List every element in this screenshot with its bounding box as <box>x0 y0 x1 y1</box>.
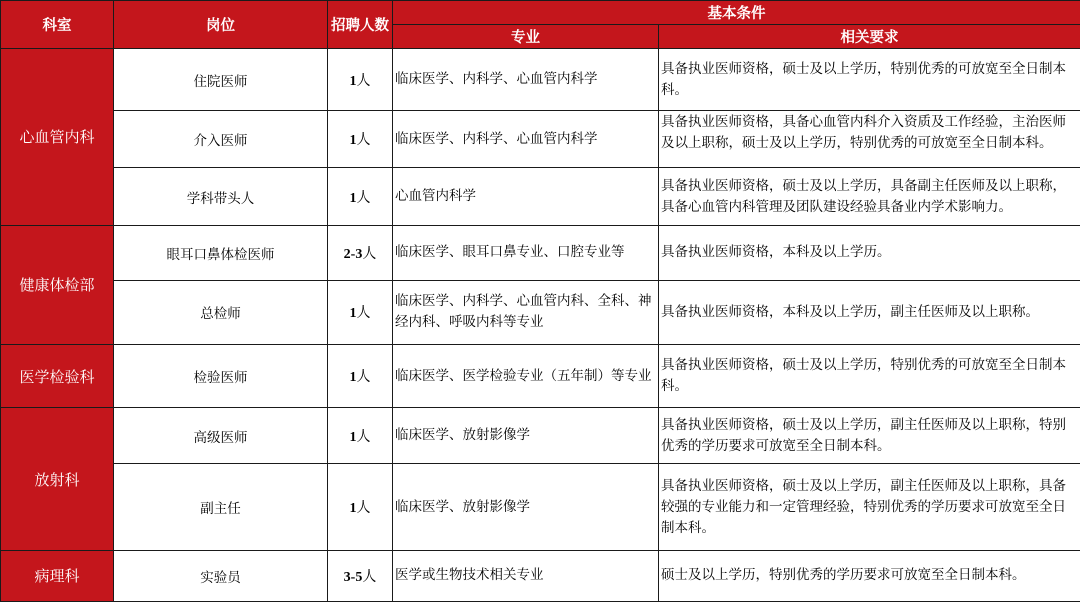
headcount-cell <box>328 168 393 225</box>
major-cell: 医学或生物技术相关专业 <box>393 550 659 601</box>
header-requirements: 相关要求 <box>659 25 1080 49</box>
department-cell: 病理科 <box>1 550 114 601</box>
headcount-value: 3-5 <box>343 569 363 585</box>
department-cell: 医学检验科 <box>1 345 114 408</box>
major-cell: 临床医学、内科学、心血管内科学 <box>393 49 659 111</box>
headcount-cell <box>328 550 393 601</box>
headcount-cell <box>328 408 393 464</box>
major-cell: 临床医学、内科学、心血管内科、全科、神经内科、呼吸内科等专业 <box>393 280 659 344</box>
table-row <box>1 345 1080 408</box>
header-basic-conditions: 基本条件 <box>393 1 1080 25</box>
table-row <box>1 550 1080 601</box>
major-cell: 临床医学、放射影像学 <box>393 464 659 550</box>
requirement-cell: 具备执业医师资格，本科及以上学历，副主任医师及以上职称。 <box>659 280 1080 344</box>
major-cell: 临床医学、眼耳口鼻专业、口腔专业等 <box>393 225 659 280</box>
major-cell: 临床医学、医学检验专业（五年制）等专业 <box>393 345 659 408</box>
position-cell: 介入医师 <box>114 111 328 168</box>
headcount-unit: 人 <box>356 132 371 149</box>
headcount-value: 1 <box>349 133 357 149</box>
table-row <box>1 49 1080 111</box>
table-row <box>1 225 1080 280</box>
headcount-value: 1 <box>349 370 357 386</box>
headcount-cell <box>328 280 393 344</box>
headcount-cell <box>328 111 393 168</box>
header-row-1 <box>1 1 1080 25</box>
header-headcount: 招聘人数 <box>328 1 393 49</box>
headcount-cell <box>328 225 393 280</box>
requirement-cell: 具备执业医师资格，具备心血管内科介入资质及工作经验，主治医师及以上职称，硕士及以上学历，特别优秀的可放宽至全日制本科。 <box>659 111 1080 168</box>
headcount-unit: 人 <box>356 72 371 89</box>
headcount-value: 2-3 <box>343 246 363 262</box>
position-cell: 总检师 <box>114 280 328 344</box>
headcount-unit: 人 <box>356 428 371 445</box>
header-department: 科室 <box>1 1 114 49</box>
requirement-cell: 硕士及以上学历，特别优秀的学历要求可放宽至全日制本科。 <box>659 550 1080 601</box>
headcount-cell <box>328 345 393 408</box>
headcount-value: 1 <box>349 306 357 322</box>
requirement-cell: 具备执业医师资格，硕士及以上学历，副主任医师及以上职称，具备较强的专业能力和一定管理经验，特别优秀的学历要求可放宽至全日制本科。 <box>659 464 1080 550</box>
department-cell: 心血管内科 <box>1 49 114 226</box>
header-major: 专业 <box>393 25 659 49</box>
headcount-unit: 人 <box>356 189 371 206</box>
position-cell: 实验员 <box>114 550 328 601</box>
requirement-cell: 具备执业医师资格，本科及以上学历。 <box>659 225 1080 280</box>
headcount-value: 1 <box>349 501 357 517</box>
position-cell: 学科带头人 <box>114 168 328 225</box>
headcount-unit: 人 <box>362 245 377 262</box>
headcount-cell <box>328 464 393 550</box>
table-row <box>1 464 1080 550</box>
department-cell: 放射科 <box>1 408 114 551</box>
header-position: 岗位 <box>114 1 328 49</box>
requirement-cell: 具备执业医师资格，硕士及以上学历，具备副主任医师及以上职称，具备心血管内科管理及团队建设经验具备业内学术影响力。 <box>659 168 1080 225</box>
headcount-value: 1 <box>349 429 357 445</box>
headcount-unit: 人 <box>362 568 377 585</box>
major-cell: 临床医学、内科学、心血管内科学 <box>393 111 659 168</box>
table-row <box>1 168 1080 225</box>
department-cell: 健康体检部 <box>1 225 114 344</box>
headcount-unit: 人 <box>356 500 371 517</box>
requirement-cell: 具备执业医师资格，硕士及以上学历，特别优秀的可放宽至全日制本科。 <box>659 49 1080 111</box>
position-cell: 副主任 <box>114 464 328 550</box>
table-row <box>1 111 1080 168</box>
headcount-unit: 人 <box>356 305 371 322</box>
headcount-value: 1 <box>349 73 357 89</box>
headcount-value: 1 <box>349 190 357 206</box>
position-cell: 眼耳口鼻体检医师 <box>114 225 328 280</box>
headcount-cell <box>328 49 393 111</box>
position-cell: 检验医师 <box>114 345 328 408</box>
table-row <box>1 408 1080 464</box>
requirement-cell: 具备执业医师资格，硕士及以上学历，特别优秀的可放宽至全日制本科。 <box>659 345 1080 408</box>
requirement-cell: 具备执业医师资格，硕士及以上学历，副主任医师及以上职称，特别优秀的学历要求可放宽至全日制本科。 <box>659 408 1080 464</box>
position-cell: 住院医师 <box>114 49 328 111</box>
major-cell: 临床医学、放射影像学 <box>393 408 659 464</box>
table-row <box>1 280 1080 344</box>
position-cell: 高级医师 <box>114 408 328 464</box>
headcount-unit: 人 <box>356 369 371 386</box>
major-cell: 心血管内科学 <box>393 168 659 225</box>
